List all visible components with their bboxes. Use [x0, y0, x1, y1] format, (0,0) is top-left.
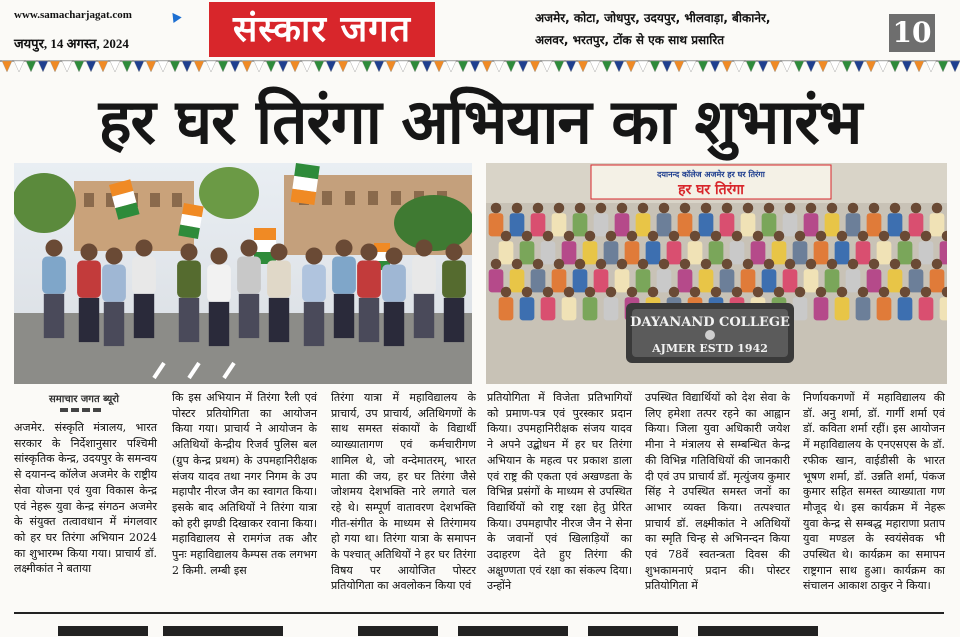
bunting-flag	[218, 61, 228, 72]
svg-text:DAYANAND COLLEGE: DAYANAND COLLEGE	[630, 315, 790, 330]
bunting-flag	[878, 61, 888, 72]
person-figure	[594, 259, 609, 293]
person-figure	[520, 287, 535, 321]
bunting-flag	[242, 61, 252, 72]
editions-line-2: अलवर, भरतपुर, टोंक से एक साथ प्रसारित	[535, 33, 725, 47]
person-figure	[583, 287, 598, 321]
bunting-flag	[842, 61, 852, 72]
bunting-flag	[50, 61, 60, 72]
bunting-flag	[662, 61, 672, 72]
person-figure	[699, 259, 714, 293]
article-text: उपस्थित विद्यार्थियों को देश सेवा के लिए हमेशा तत्पर रहने का आह्वान किया। जिला युवा अधिकारी जयेश मीना ने मंत्रालय से सम्बन्धित केन्द्र की विभिन्न गतिविधियों की जानकारी दी एवं उप प्राचार्य डॉ. मृत्युंजय कुमार सिंह ने उपस्थित समस्त जनों का आभार व्यक्त किया। तत्पश्चात प्राचार्य डॉ. लक्ष्मीकांत ने अतिथियों का स्मृति चिन्ह से अभिनन्दन किया एवं 78वें स्वतन्त्रता दिवस की शुभकामनाएं प्रदान की। पोस्टर प्रतियोगिता में	[645, 391, 790, 593]
group-photo-banner-text: दयानन्द कॉलेज अजमेर हर घर तिरंगा	[657, 170, 765, 179]
bunting-flag	[530, 61, 540, 72]
bunting-flag	[398, 61, 408, 72]
bunting-flag	[194, 61, 204, 72]
bunting-flag	[794, 61, 804, 72]
bunting-flag	[26, 61, 36, 72]
bunting-flag	[74, 61, 84, 72]
bunting-flag	[806, 61, 816, 72]
article-column-3	[331, 390, 476, 594]
bunting-flag	[326, 61, 336, 72]
svg-text:हर घर तिरंगा: हर घर तिरंगा	[678, 182, 744, 198]
person-figure	[793, 231, 808, 265]
person-figure	[762, 259, 777, 293]
person-figure	[930, 259, 945, 293]
bunting-flag	[818, 61, 828, 72]
person-figure	[541, 287, 556, 321]
article-text: कि इस अभियान में तिरंगा रैली एवं पोस्टर प्रतियोगिता का आयोजन किया गया। प्राचार्य ने आयोजन के अतिथियों केन्द्रीय रिजर्व पुलिस बल (ग्रुप केन्द्र प्रथम) के उपमहानिरीक्षक संजय यादव तथा नगर निगम के उप महापौर नीरज जैन का स्वागत किया। इसके बाद अतिथियों ने तिरंगा यात्रा को हरी झण्डी दिखाकर रवाना किया। महाविद्यालय से रामगंज तक और पुनः महाविद्यालय कैम्पस तक लगभग 2 किमी. लम्बी इस	[172, 391, 317, 577]
rally-photo	[14, 163, 472, 384]
bunting-flag	[914, 61, 924, 72]
person-figure	[846, 259, 861, 293]
bunting-flag	[158, 61, 168, 72]
person-figure	[919, 231, 934, 265]
person-figure	[898, 287, 913, 321]
person-figure	[604, 287, 619, 321]
website-url[interactable]: www.samacharjagat.com	[14, 9, 132, 21]
svg-text:AJMER ESTD 1942: AJMER ESTD 1942	[652, 342, 768, 355]
person-figure	[877, 231, 892, 265]
bunting-flag	[734, 61, 744, 72]
bunting-flag	[902, 61, 912, 72]
article-column-5	[645, 390, 790, 594]
bunting-flag	[278, 61, 288, 72]
person-figure	[573, 259, 588, 293]
bunting-flag	[758, 61, 768, 72]
person-figure	[657, 259, 672, 293]
bunting-flag	[890, 61, 900, 72]
person-figure	[720, 203, 735, 237]
person-figure	[594, 203, 609, 237]
person-figure	[804, 203, 819, 237]
bunting-flag	[362, 61, 372, 72]
person-figure	[835, 287, 850, 321]
person-figure	[562, 287, 577, 321]
bunting-flag	[302, 61, 312, 72]
person-figure	[573, 203, 588, 237]
bunting-flag	[446, 61, 456, 72]
bunting-flag	[410, 61, 420, 72]
person-figure	[720, 259, 735, 293]
bunting-flag	[950, 61, 960, 72]
person-figure	[877, 287, 892, 321]
bunting-flag	[770, 61, 780, 72]
bunting-flag	[14, 61, 24, 72]
person-figure	[688, 231, 703, 265]
bunting-flag	[470, 61, 480, 72]
person-figure	[678, 259, 693, 293]
person-figure	[930, 203, 945, 237]
bunting-flag	[62, 61, 72, 72]
bunting-flag	[542, 61, 552, 72]
bunting-flag	[578, 61, 588, 72]
person-figure	[583, 231, 598, 265]
person-figure	[793, 287, 808, 321]
person-figure	[867, 203, 882, 237]
bunting-flag	[134, 61, 144, 72]
bunting-flag	[590, 61, 600, 72]
person-figure	[499, 287, 514, 321]
person-figure	[814, 287, 829, 321]
bunting-flag	[686, 61, 696, 72]
group-photo	[486, 163, 947, 384]
person-figure	[615, 259, 630, 293]
article-text: प्रतियोगिता में विजेता प्रतिभागियों को प्रमाण-पत्र एवं पुरस्कार प्रदान किया। उपमहानिरीक्षक संजय यादव ने अपने उद्बोधन में हर घर तिरंगा अभियान के महत्व पर प्रकाश डाला एवं राष्ट्र की एकता एवं अखण्डता के विभिन्न प्रसंगों के माध्यम से उपस्थित विद्यार्थियों को राष्ट्र रक्षा हेतु प्रेरित किया। उपमहापौर नीरज जैन ने सेना के जवानों एवं खिलाड़ियों का उदाहरण देते हुए तिरंगा की अक्षुण्णता एवं रक्षा का संकल्प दिया। उन्होंने	[487, 391, 632, 593]
next-article-headline-cropped	[18, 620, 948, 637]
article-column-2	[172, 390, 317, 578]
bunting-flag	[170, 61, 180, 72]
person-figure	[804, 259, 819, 293]
person-figure	[856, 287, 871, 321]
person-figure	[699, 203, 714, 237]
person-figure	[636, 203, 651, 237]
person-figure	[867, 259, 882, 293]
article-text: अजमेर. संस्कृति मंत्रालय, भारत सरकार के निर्देशानुसार पश्चिमी सांस्कृतिक केन्द्र, उदयपुर के समन्वय से दयानन्द कॉलेज अजमेर के राष्ट्रीय सेवा योजना एवं युवा विकास केन्द्र एवं नेहरू युवा केन्द्र संगठन अजमेर के संयुक्त तत्वावधान में मंगलवार को हर घर तिरंगा अभियान 2024 का शुभारम्भ किया गया। प्राचार्य डॉ. लक्ष्मीकांत ने बताया	[14, 421, 157, 576]
person-figure	[909, 259, 924, 293]
person-figure	[552, 259, 567, 293]
person-figure	[919, 287, 934, 321]
bunting-flag	[494, 61, 504, 72]
tricolor-bunting-decoration	[0, 60, 960, 73]
person-figure	[909, 203, 924, 237]
bunting-flag	[746, 61, 756, 72]
person-figure	[846, 203, 861, 237]
person-figure	[783, 259, 798, 293]
bunting-flag	[650, 61, 660, 72]
bunting-flag	[830, 61, 840, 72]
person-figure	[888, 203, 903, 237]
article-column-6	[803, 390, 945, 594]
person-figure	[888, 259, 903, 293]
person-figure	[531, 203, 546, 237]
bunting-flag	[110, 61, 120, 72]
person-figure	[709, 231, 724, 265]
bunting-flag	[290, 61, 300, 72]
bunting-flag	[86, 61, 96, 72]
bunting-flag	[386, 61, 396, 72]
page-number: 10	[889, 14, 935, 52]
headline: हर घर तिरंगा अभियान का शुभारंभ	[98, 85, 862, 158]
person-figure	[762, 203, 777, 237]
person-figure	[510, 203, 525, 237]
bunting-flag	[926, 61, 936, 72]
byline: समाचार जगत ब्यूरो	[49, 394, 119, 405]
person-figure	[730, 231, 745, 265]
article-column-1	[14, 420, 157, 577]
bunting-flag	[614, 61, 624, 72]
bunting-flag	[38, 61, 48, 72]
person-figure	[520, 231, 535, 265]
person-figure	[741, 203, 756, 237]
byline-underline	[60, 408, 104, 412]
person-figure	[835, 231, 850, 265]
person-figure	[636, 259, 651, 293]
bunting-flag	[710, 61, 720, 72]
bunting-flag	[146, 61, 156, 72]
person-figure	[510, 259, 525, 293]
bunting-flag	[566, 61, 576, 72]
bunting-flag	[206, 61, 216, 72]
bunting-flag	[338, 61, 348, 72]
bunting-flag	[230, 61, 240, 72]
person-figure	[531, 259, 546, 293]
bunting-flag	[482, 61, 492, 72]
divider	[14, 612, 944, 614]
article-text: निर्णायकगणों में महाविद्यालय की डॉ. अनु शर्मा, डॉ. गार्गी शर्मा एवं डॉ. कविता शर्मा रहीं। इस आयोजन में महाविद्यालय के एनएसएस के डॉ. रफीक खान, वाईडीसी के भारत भूषण शर्मा, डॉ. उन्नति शर्मा, पंकज कुमार सहित समस्त व्याख्याता गण मौजूद थे। इस कार्यक्रम में नेहरू युवा केन्द्र से सम्बद्ध महाराणा प्रताप युवा मण्डल के स्वयंसेवक भी उपस्थित थे। कार्यक्रम का समापन राष्ट्रगान साथ हुआ। कार्यक्रम का संचालन आकाश ठाकुर ने किया।	[803, 391, 945, 593]
bunting-flag	[674, 61, 684, 72]
bunting-flag	[122, 61, 132, 72]
bunting-flag	[782, 61, 792, 72]
person-figure	[741, 259, 756, 293]
person-figure	[825, 259, 840, 293]
person-figure	[541, 231, 556, 265]
bunting-flag	[314, 61, 324, 72]
bunting-flag	[854, 61, 864, 72]
bunting-flag	[506, 61, 516, 72]
bunting-flag	[602, 61, 612, 72]
person-figure	[825, 203, 840, 237]
person-figure	[562, 231, 577, 265]
article-text: तिरंगा यात्रा में महाविद्यालय के प्राचार्य, उप प्राचार्य, अतिथिगणों के साथ समस्त संकायों के विद्यार्थी व्याख्यातागण एवं कर्मचारीगण शामिल थे, जो वन्देमातरम्, भारत माता की जय, हर घर तिरंगा जैसे जोशमय देशभक्ति नारे लगाते चल रहे थे। सम्पूर्ण वातावरण देशभक्ति गीत-संगीत के माध्यम से तिरंगामय हो गया था। तिरंगा यात्रा के समापन के पश्चात् अतिथियों ने हर घर तिरंगा विषय पर आयोजित पोस्टर प्रतियोगिता का अवलोकन किया एवं	[331, 391, 476, 593]
bunting-flag	[866, 61, 876, 72]
bunting-flag	[434, 61, 444, 72]
bunting-flag	[2, 61, 12, 72]
bunting-flag	[350, 61, 360, 72]
bunting-flag	[182, 61, 192, 72]
bunting-flag	[458, 61, 468, 72]
bunting-flag	[698, 61, 708, 72]
bunting-flag	[98, 61, 108, 72]
bunting-flag	[254, 61, 264, 72]
bunting-flag	[266, 61, 276, 72]
editions-line-1: अजमेर, कोटा, जोधपुर, उदयपुर, भीलवाड़ा, बीकानेर,	[535, 11, 771, 25]
bunting-flag	[638, 61, 648, 72]
mouse-cursor-icon	[168, 10, 181, 23]
person-figure	[552, 203, 567, 237]
person-figure	[814, 231, 829, 265]
person-figure	[625, 231, 640, 265]
person-figure	[499, 231, 514, 265]
bunting-flag	[626, 61, 636, 72]
person-figure	[657, 203, 672, 237]
bunting-flag	[938, 61, 948, 72]
person-figure	[489, 203, 504, 237]
bunting-flag	[422, 61, 432, 72]
bunting-flag	[518, 61, 528, 72]
person-figure	[667, 231, 682, 265]
person-figure	[615, 203, 630, 237]
person-figure	[783, 203, 798, 237]
article-column-4	[487, 390, 632, 594]
person-figure	[898, 231, 913, 265]
bunting-flag	[554, 61, 564, 72]
person-figure	[678, 203, 693, 237]
person-figure	[856, 231, 871, 265]
person-figure	[489, 259, 504, 293]
person-figure	[772, 231, 787, 265]
bunting-flag	[722, 61, 732, 72]
bunting-flag	[374, 61, 384, 72]
masthead-logo: संस्कार जगत	[209, 2, 435, 57]
person-figure	[751, 231, 766, 265]
person-figure	[646, 231, 661, 265]
person-figure	[604, 231, 619, 265]
dateline: जयपुर, 14 अगस्त, 2024	[14, 36, 129, 51]
